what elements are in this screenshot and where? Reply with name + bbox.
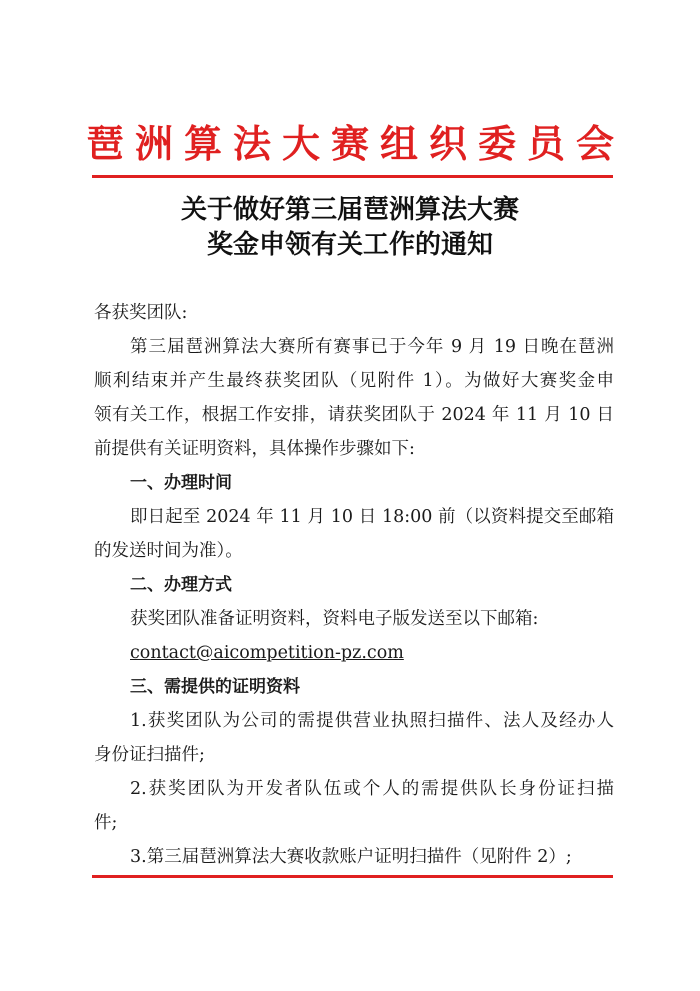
document-title-line-2: 奖金申领有关工作的通知 bbox=[206, 230, 493, 260]
salutation: 各获奖团队: bbox=[94, 303, 188, 323]
contact-email-line bbox=[130, 636, 614, 670]
section-1-heading: 一、办理时间 bbox=[130, 473, 232, 493]
section-3-item-2-line-2: 件; bbox=[94, 813, 118, 833]
section-1-line-2: 的发送时间为准）。 bbox=[94, 541, 243, 561]
intro-line-4: 前提供有关证明资料，具体操作步骤如下: bbox=[94, 439, 415, 459]
contact-email-link[interactable]: contact@aicompetition-pz.com bbox=[130, 643, 404, 663]
intro-line-1: 第三届琶洲算法大赛所有赛事已于今年 9 月 19 日晚在琶洲 bbox=[130, 337, 614, 357]
document-title-line-1: 关于做好第三届琶洲算法大赛 bbox=[180, 195, 519, 225]
section-3-heading: 三、需提供的证明资料 bbox=[130, 677, 300, 697]
header-red-rule bbox=[92, 175, 613, 178]
section-3-item-1-line-2: 身份证扫描件; bbox=[94, 745, 205, 765]
section-3-item-2-line-1: 2.获奖团队为开发者队伍或个人的需提供队长身份证扫描 bbox=[130, 779, 614, 799]
intro-line-3: 领有关工作，根据工作安排，请获奖团队于 2024 年 11 月 10 日 bbox=[94, 405, 614, 425]
organization-header: 琶洲算法大赛组织委员会 bbox=[86, 121, 614, 166]
section-3-item-3-line-1: 3.第三届琶洲算法大赛收款账户证明扫描件（见附件 2）; bbox=[130, 847, 572, 867]
footer-red-rule bbox=[92, 875, 613, 878]
section-2-line-1: 获奖团队准备证明资料，资料电子版发送至以下邮箱: bbox=[130, 609, 539, 629]
section-2-heading: 二、办理方式 bbox=[130, 575, 232, 595]
section-1-line-1: 即日起至 2024 年 11 月 10 日 18:00 前（以资料提交至邮箱 bbox=[130, 507, 614, 527]
intro-line-2: 顺利结束并产生最终获奖团队（见附件 1）。为做好大赛奖金申 bbox=[94, 371, 614, 391]
section-3-item-1-line-1: 1.获奖团队为公司的需提供营业执照扫描件、法人及经办人 bbox=[130, 711, 614, 731]
